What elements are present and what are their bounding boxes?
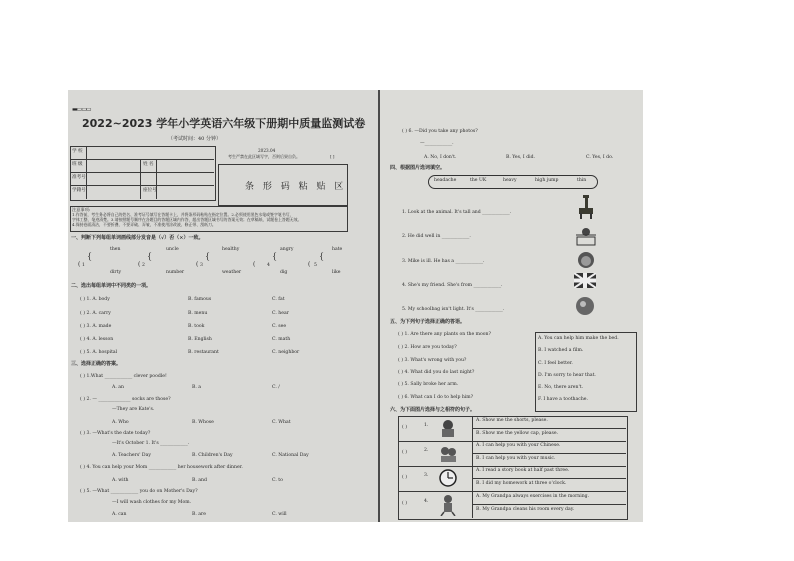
question-number: 3 bbox=[200, 263, 203, 268]
clothes-shop-icon bbox=[438, 418, 458, 438]
question-number: 4 bbox=[267, 263, 270, 268]
s3-option-c: C. National Day bbox=[272, 453, 309, 458]
s3-option-a: A. an bbox=[112, 385, 124, 390]
label-seat: 座位号 bbox=[143, 188, 157, 193]
s6-option-b: B. Show me the yellow cap, please. bbox=[476, 431, 559, 436]
s6-option-a: A. I read a story book at half past three. bbox=[476, 468, 570, 473]
q6-question: ( ) 6. —Did you take any photos? bbox=[402, 129, 478, 134]
label-exam-no: 准考号 bbox=[72, 175, 86, 180]
s3-option-a: A. with bbox=[112, 478, 129, 483]
s3-question: ( ) 5. —What ____________ you do on Mother's Day? bbox=[80, 489, 198, 494]
grandpa-exercise-icon bbox=[438, 494, 458, 516]
s3-question: ( ) 2. — ______________ socks are those? bbox=[80, 397, 171, 402]
headache-icon bbox=[576, 250, 596, 270]
s3-option-b: B. are bbox=[192, 512, 206, 517]
label-class: 班 级 bbox=[72, 162, 83, 167]
answer-bracket: ( bbox=[78, 261, 81, 268]
divider bbox=[86, 146, 87, 199]
right-page bbox=[380, 90, 643, 522]
s5-question: ( ) 4. What did you do last night? bbox=[398, 370, 475, 375]
s2-question: ( ) 1. A. body bbox=[80, 297, 110, 302]
word-top: hate bbox=[332, 247, 343, 252]
section-2-title: 二、选出每组单词中不同类的一项。 bbox=[71, 283, 152, 289]
divider bbox=[70, 185, 214, 186]
s4-item: 4. She's my friend. She's from ____________. bbox=[402, 283, 503, 288]
s3-option-b: B. and bbox=[192, 478, 207, 483]
word-bank-item: high jump bbox=[535, 178, 559, 183]
s5-answer: B. I watched a film. bbox=[538, 348, 584, 353]
q6-option-a: A. No, I don't. bbox=[424, 155, 457, 160]
divider bbox=[140, 159, 141, 199]
question-number: 5 bbox=[314, 263, 317, 268]
uk-flag-icon bbox=[574, 273, 596, 288]
s3-reply: —I will wash clothes for my Mom. bbox=[112, 500, 192, 505]
s3-option-c: C. will bbox=[272, 512, 287, 517]
word-top: angry bbox=[280, 247, 294, 252]
s6-number: 3. bbox=[424, 473, 429, 478]
section-1-title: 一、判断下列每组单词画线部分发音是（√）否（×）一致。 bbox=[71, 235, 204, 241]
s2-option-b: B. menu bbox=[188, 311, 208, 316]
divider bbox=[472, 478, 626, 479]
word-bottom: dirty bbox=[110, 270, 122, 275]
word-bank-item: heavy bbox=[503, 178, 517, 183]
divider bbox=[398, 441, 626, 442]
word-bottom: dig bbox=[280, 270, 288, 275]
section-4-title: 四、根据图片选词填空。 bbox=[390, 165, 446, 171]
s6-number: 4. bbox=[424, 499, 429, 504]
warning-text: 考生严禁在此区域写字，否则后果自负。 bbox=[228, 154, 300, 159]
s3-reply: —It's October 1. It's ____________. bbox=[112, 441, 190, 446]
word-bottom: like bbox=[332, 270, 341, 275]
word-top: uncle bbox=[166, 247, 179, 252]
brace: { bbox=[272, 252, 278, 261]
answer-bracket: ( ) bbox=[402, 501, 408, 506]
s5-question: ( ) 2. How are you today? bbox=[398, 345, 457, 350]
label-student-no: 学籍号 bbox=[72, 188, 86, 193]
s2-question: ( ) 4. A. lesson bbox=[80, 337, 114, 342]
section-6-title: 六、为下面图片选择与之相符的句子。 bbox=[390, 407, 476, 413]
s2-question: ( ) 3. A. made bbox=[80, 324, 112, 329]
word-top: healthy bbox=[222, 247, 240, 252]
label-school: 学 校 bbox=[72, 149, 83, 154]
q6-reply: —____________. bbox=[420, 141, 454, 146]
s6-option-a: A. Show me the shorts, please. bbox=[476, 418, 548, 423]
divider bbox=[398, 466, 626, 467]
s6-number: 2. bbox=[424, 448, 429, 453]
s2-option-c: C. neighbor bbox=[272, 350, 300, 355]
exam-title: 2022~2023 学年小学英语六年级下册期中质量监测试卷 bbox=[82, 117, 366, 130]
s5-question: ( ) 5. Sally broke her arm. bbox=[398, 382, 459, 387]
left-page bbox=[68, 90, 378, 522]
brace: { bbox=[205, 252, 211, 261]
s2-option-c: C. hear bbox=[272, 311, 289, 316]
s4-item: 2. He did well in ____________. bbox=[402, 234, 471, 239]
answer-bracket: ( bbox=[308, 261, 311, 268]
s3-option-b: B. a bbox=[192, 385, 202, 390]
s5-answer: C. I feel better. bbox=[538, 361, 573, 366]
notes-line: 1.作答前，考生务必将自己的姓名、准考证号填写在答题卡上，并将条形码粘贴在指定位置。2.必须使用黑色水笔或签字笔书写， bbox=[72, 212, 294, 217]
s2-option-b: B. took bbox=[188, 324, 205, 329]
s3-reply: —They are Kate's. bbox=[112, 407, 155, 412]
brace: { bbox=[87, 252, 93, 261]
section-3-title: 三、选择正确的答案。 bbox=[71, 361, 122, 367]
answer-bracket: ( bbox=[196, 261, 199, 268]
s3-question: ( ) 4. You can help your Mom ____________ her housework after dinner. bbox=[80, 465, 243, 470]
s4-item: 1. Look at the animal. It's tall and ____________. bbox=[402, 210, 512, 215]
s6-option-a: A. I can help you with your Chinese. bbox=[476, 443, 561, 448]
s6-option-b: B. I can help you with your music. bbox=[476, 456, 556, 461]
s5-question: ( ) 6. What can I do to help him? bbox=[398, 395, 474, 400]
s5-answer: E. No, there aren't. bbox=[538, 385, 584, 390]
s5-question: ( ) 1. Are there any plants on the moon? bbox=[398, 332, 491, 337]
s5-answer: F. I have a toothache. bbox=[538, 397, 588, 402]
s3-option-c: C. / bbox=[272, 385, 280, 390]
s2-option-c: C. fat bbox=[272, 297, 285, 302]
answer-bracket: ( bbox=[253, 261, 256, 268]
divider bbox=[472, 428, 626, 429]
answer-bracket: ( ) bbox=[402, 450, 408, 455]
brace: { bbox=[147, 252, 153, 261]
question-number: 1 bbox=[82, 263, 85, 268]
s5-answer: D. I'm sorry to hear that. bbox=[538, 373, 596, 378]
divider bbox=[70, 159, 214, 160]
word-top: then bbox=[110, 247, 121, 252]
notes-line: 4.保持卷面清洁，不要折叠、不要弄破、弄皱，不准使用涂改液、修正带、刮纸刀。 bbox=[72, 222, 216, 227]
s3-option-a: A. can bbox=[112, 512, 127, 517]
s2-option-c: C. see bbox=[272, 324, 287, 329]
word-bank-item: the UK bbox=[470, 178, 487, 183]
s3-option-b: B. Children's Day bbox=[192, 453, 233, 458]
q6-option-b: B. Yes, I did. bbox=[506, 155, 536, 160]
s6-number: 1. bbox=[424, 423, 429, 428]
notes-line: 字体工整、笔迹清楚。3.请按照题号顺序在各题目的答题区域内作答，超出答题区域书写的答案无效；在草稿纸、试题卷上答题无效。 bbox=[72, 217, 302, 222]
s6-option-a: A. My Grandpa always exercises in the morning. bbox=[476, 494, 590, 499]
notes-title: 注意事项: bbox=[72, 207, 91, 212]
s5-question: ( ) 3. What's wrong with you? bbox=[398, 358, 467, 363]
s2-question: ( ) 2. A. carry bbox=[80, 311, 111, 316]
answer-bracket: ( ) bbox=[402, 475, 408, 480]
clock-icon bbox=[438, 468, 458, 488]
s4-item: 5. My schoolbag isn't light. It's ____________. bbox=[402, 307, 505, 312]
divider bbox=[70, 172, 214, 173]
word-bank-item: thin bbox=[577, 178, 587, 183]
word-bank-item: headache bbox=[434, 178, 457, 183]
s2-question: ( ) 5. A. hospital bbox=[80, 350, 118, 355]
s4-item: 3. Mike is ill. He has a ____________. bbox=[402, 259, 485, 264]
s3-question: ( ) 1.What ____________ clever poodle! bbox=[80, 374, 167, 379]
s5-answer: A. You can help him make the bed. bbox=[538, 336, 619, 341]
s2-option-c: C. math bbox=[272, 337, 291, 342]
divider bbox=[472, 504, 626, 505]
divider bbox=[398, 491, 626, 492]
giraffe-icon bbox=[575, 194, 597, 220]
high-jump-icon bbox=[575, 225, 597, 247]
exam-date: 2023.04 bbox=[258, 148, 276, 153]
brace: { bbox=[319, 252, 325, 261]
section-5-title: 五、为下列句子选择正确的答语。 bbox=[390, 319, 466, 325]
answer-bracket: ( bbox=[138, 261, 141, 268]
exam-time: （考试时间：40 分钟） bbox=[168, 136, 221, 142]
divider bbox=[472, 453, 626, 454]
s2-option-b: B. famous bbox=[188, 297, 212, 302]
s2-option-b: B. restaurant bbox=[188, 350, 219, 355]
music-help-icon bbox=[438, 443, 458, 463]
schoolbag-icon bbox=[575, 295, 595, 317]
s2-option-b: B. English bbox=[188, 337, 212, 342]
s6-option-b: B. I did my homework at three o'clock. bbox=[476, 481, 567, 486]
s3-option-c: C. to bbox=[272, 478, 283, 483]
corner-marks: ▬▭▭▭ bbox=[72, 106, 91, 113]
q6-option-c: C. Yes, I do. bbox=[586, 155, 614, 160]
bracket: [ ] bbox=[330, 154, 335, 159]
s3-option-a: A. Teachers' Day bbox=[112, 453, 151, 458]
word-bottom: number bbox=[166, 270, 185, 275]
word-bottom: weather bbox=[222, 270, 242, 275]
s6-option-b: B. My Grandpa cleans his room every day. bbox=[476, 507, 575, 512]
answer-bracket: ( ) bbox=[402, 425, 408, 430]
s3-question: ( ) 3. —What's the date today? bbox=[80, 431, 151, 436]
barcode-label: 条 形 码 粘 贴 区 bbox=[245, 182, 347, 192]
s3-option-a: A. Who bbox=[112, 420, 129, 425]
s3-option-b: B. Whose bbox=[192, 420, 214, 425]
label-name: 姓 名 bbox=[143, 162, 154, 167]
s3-option-c: C. What bbox=[272, 420, 291, 425]
divider bbox=[472, 416, 473, 518]
question-number: 2 bbox=[142, 263, 145, 268]
exam-photo bbox=[68, 90, 643, 522]
